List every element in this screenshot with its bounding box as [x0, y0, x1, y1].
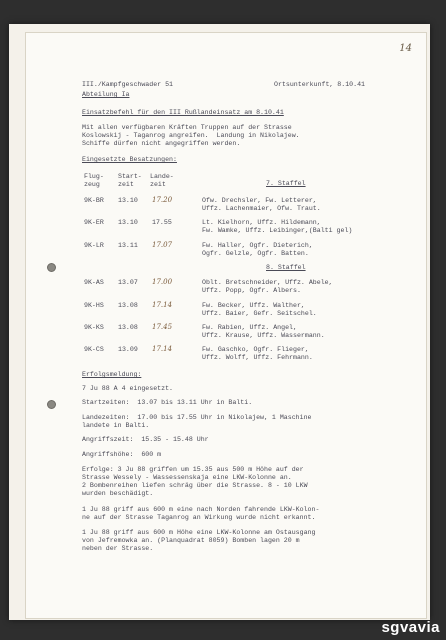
table-row-crew: Uffz. Lachenmaier, Ofw. Traut.: [202, 205, 321, 212]
result-line: landete in Balti.: [82, 422, 150, 429]
table-row-crew: Uffz. Baier, Gefr. Seitschel.: [202, 310, 317, 317]
table-row-crew: Fw. Gaschko, Ogfr. Flieger,: [202, 346, 309, 353]
table-row-plane: 9K-BR: [84, 197, 104, 204]
table-row-land: 17.55: [152, 219, 172, 226]
crews-heading: Eingesetzte Besatzungen:: [82, 156, 177, 163]
table-row-start: 13.09: [118, 346, 138, 353]
result-line: wurden beschädigt.: [82, 490, 154, 497]
table-row-crew: Uffz. Popp, Ogfr. Albers.: [202, 287, 301, 294]
table-row-crew: Lt. Kielhorn, Uffz. Hildemann,: [202, 219, 321, 226]
result-line: 2 Bombenreihen liefen schräg über die Strasse. 8 - 10 LKW: [82, 482, 308, 489]
col-header-land: Lande-: [150, 173, 174, 180]
table-row-crew: Ogfr. Gelzle, Ogfr. Batten.: [202, 250, 309, 257]
col-header-land: zeit: [150, 181, 166, 188]
table-row-plane: 9K-LR: [84, 242, 104, 249]
unit-name: III./Kampfgeschwader 51: [82, 81, 174, 88]
table-row-plane: 9K-AS: [84, 279, 104, 286]
result-line: Angriffshöhe: 600 m: [82, 451, 162, 458]
table-row-land: 17.14: [152, 345, 173, 353]
result-line: 1 Ju 88 griff aus 600 m Höhe eine LKW-Kolonne am Ostausgang: [82, 529, 316, 536]
order-title: Einsatzbefehl für den III Rußlandeinsatz am 8.10.41: [82, 109, 284, 116]
intro-line: Koslowskij - Taganrog angreifen. Landung in Nikolajew.: [82, 132, 300, 139]
result-line: 1 Ju 88 griff aus 600 m eine nach Norden fahrende LKW-Kolon-: [82, 506, 320, 513]
table-row-crew: Fw. Rabien, Uffz. Angel,: [202, 324, 297, 331]
result-line: Landezeiten: 17.00 bis 17.55 Uhr in Nikolajew, 1 Maschine: [82, 414, 312, 421]
table-row-start: 13.08: [118, 324, 138, 331]
table-row-crew: Oblt. Bretschneider, Uffz. Abele,: [202, 279, 333, 286]
table-row-crew: Uffz. Wolff, Uffz. Fehrmann.: [202, 354, 313, 361]
table-row-start: 13.07: [118, 279, 138, 286]
intro-line: Mit allen verfügbaren Kräften Truppen auf der Strasse: [82, 124, 292, 131]
result-line: ne auf der Strasse Taganrog an Wirkung wurde nicht erkannt.: [82, 514, 316, 521]
table-row-start: 13.10: [118, 219, 138, 226]
table-row-plane: 9K-KS: [84, 324, 104, 331]
watermark: sgvavia: [381, 619, 440, 636]
result-line: Angriffszeit: 15.35 - 15.48 Uhr: [82, 436, 209, 443]
result-line: Erfolge: 3 Ju 88 griffen um 15.35 aus 500 m Höhe auf der: [82, 466, 304, 473]
table-row-crew: Fw. Becker, Uffz. Walther,: [202, 302, 305, 309]
table-row-plane: 9K-HS: [84, 302, 104, 309]
staffel-8-heading: 8. Staffel: [266, 264, 306, 271]
table-row-land: 17.20: [152, 196, 173, 204]
table-row-land: 17.45: [152, 323, 173, 331]
result-line: neben der Strasse.: [82, 545, 154, 552]
col-header-start: Start-: [118, 173, 142, 180]
table-row-land: 17.00: [152, 278, 173, 286]
staffel-7-heading: 7. Staffel: [266, 180, 306, 187]
table-row-land: 17.14: [152, 301, 173, 309]
table-row-crew: Fw. Wamke, Uffz. Leibinger,(Balti gel): [202, 227, 353, 234]
punch-hole: [47, 400, 56, 409]
table-row-start: 13.11: [118, 242, 138, 249]
table-row-crew: Fw. Haller, Ogfr. Dieterich,: [202, 242, 313, 249]
table-row-plane: 9K-CS: [84, 346, 104, 353]
table-row-crew: Uffz. Krause, Uffz. Wassermann.: [202, 332, 325, 339]
department: Abteilung Ia: [82, 91, 130, 98]
col-header-plane: Flug-: [84, 173, 104, 180]
document-page: [9, 24, 430, 620]
col-header-start: zeit: [118, 181, 134, 188]
place-date: Ortsunterkunft, 8.10.41: [274, 81, 366, 88]
result-line: Startzeiten: 13.07 bis 13.11 Uhr in Balti.: [82, 399, 253, 406]
table-row-plane: 9K-ER: [84, 219, 104, 226]
table-row-crew: Ofw. Drechsler, Fw. Letterer,: [202, 197, 317, 204]
col-header-plane: zeug: [84, 181, 100, 188]
typed-sheet: [25, 32, 427, 619]
result-line: von Jefremowka an. (Planquadrat 8059) Bomben lagen 20 m: [82, 537, 300, 544]
table-row-start: 13.10: [118, 197, 138, 204]
results-heading: Erfolgsmeldung:: [82, 371, 142, 378]
result-line: 7 Ju 88 A 4 eingesetzt.: [82, 385, 174, 392]
table-row-land: 17.07: [152, 241, 173, 249]
result-line: Strasse Wessely - Wassessenskaja eine LKW-Kolonne an.: [82, 474, 292, 481]
punch-hole: [47, 263, 56, 272]
table-row-start: 13.08: [118, 302, 138, 309]
page-number: 14: [399, 43, 412, 54]
intro-line: Schiffe dürfen nicht angegriffen werden.: [82, 140, 241, 147]
